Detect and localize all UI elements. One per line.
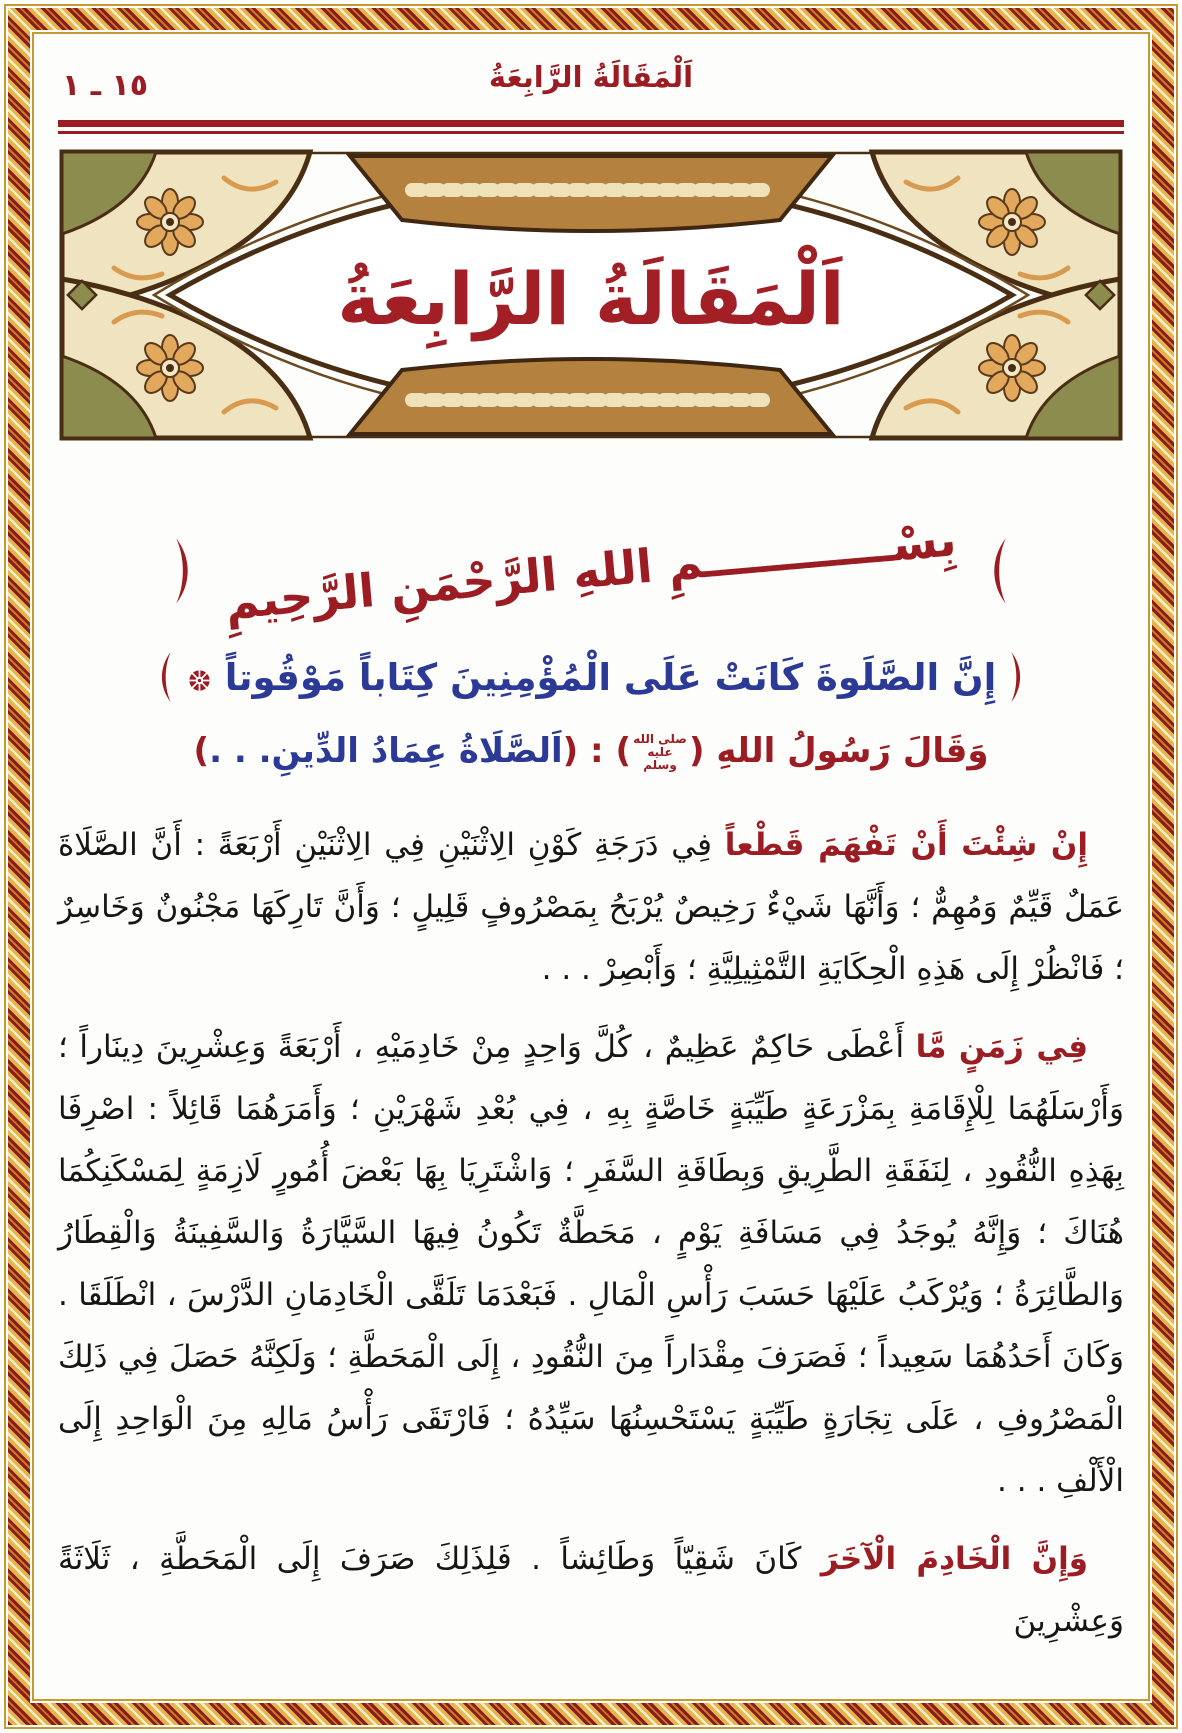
page-content <box>58 44 1124 1668</box>
paragraph-body: أَعْطَى حَاكِمٌ عَظِيمٌ ، كُلَّ وَاحِدٍ مِنْ خَادِمَيْهِ ، أَرْبَعَةً وَعِشْرِينَ دِينَاراً ؛ وَأَرْسَلَهُمَا لِلْإِقَامَةِ بِمَزْرَعَةٍ طَيِّبَةٍ خَاصَّةٍ بِهِ ، فِي بُعْدِ شَهْرَيْنِ ؛ وَأَمَرَهُمَا قَائِلاً : اصْرِفَا بِهَذِهِ النُّقُودِ ، لِنَفَقَةِ الطَّرِيقِ وَبِطَاقَةِ السَّفَرِ ؛ وَاشْتَرِيَا بِهَا بَعْضَ أُمُورٍ لَازِمَةٍ لِمَسْكَنِكُمَا هُنَاكَ ؛ وَإِنَّهُ يُوجَدُ فِي مَسَافَةِ يَوْمٍ ، مَحَطَّةٌ تَكُونُ فِيهَا السَّيَّارَةُ وَالسَّفِينَةُ وَالْقِطَارُ وَالطَّائِرَةُ ؛ وَيُرْكَبُ عَلَيْهَا حَسَبَ رَأْسِ الْمَالِ . فَبَعْدَمَا تَلَقَّى الْخَادِمَانِ الدَّرْسَ ، انْطَلَقَا . وَكَانَ أَحَدُهُمَا سَعِيداً ؛ فَصَرَفَ مِقْدَاراً مِنَ النُّقُودِ ، إِلَى الْمَحَطَّةِ ؛ وَلَكِنَّهُ حَصَلَ فِي ذَلِكَ الْمَصْرُوفِ ، عَلَى تِجَارَةٍ طَيِّبَةٍ يَسْتَحْسِنُهَا سَيِّدُهُ ؛ فَارْتَقَى رَأْسُ مَالِهِ مِنَ الْوَاحِدِ إِلَى الْأَلْفِ . . . <box>58 1029 1124 1499</box>
hadith-row <box>58 724 1124 778</box>
ornamental-headpiece <box>58 148 1124 442</box>
headpiece-wrap <box>58 148 1124 442</box>
hadith-intro: وَقَالَ رَسُولُ اللهِ <box>704 731 989 771</box>
hadith-quote-open-paren: ( <box>562 731 579 771</box>
paragraph-lead-red: إِنْ شِئْتَ أَنْ تَفْهَمَ قَطْعاً <box>724 827 1089 863</box>
hadith-colon: : <box>578 731 616 771</box>
body-text <box>58 814 1124 1652</box>
header-rule-thick <box>58 120 1124 127</box>
page-number: ١٥ ـ ١ <box>62 68 149 103</box>
header-rule-thin <box>58 131 1124 134</box>
paragraph-body: فِي دَرَجَةِ كَوْنِ الِاثْنَيْنِ فِي الِاثْنَيْنِ أَرْبَعَةً : أَنَّ الصَّلَاةَ عَمَلٌ قَيِّمٌ وَمُهِمٌّ ؛ وَأَنَّهَا شَيْءٌ رَخِيصٌ يُرْبَحُ بِمَصْرُوفٍ قَلِيلٍ ؛ وَأَنَّ تَارِكَهَا مَجْنُونٌ وَخَاسِرٌ ؛ فَانْظُرْ إِلَى هَذِهِ الْحِكَايَةِ التَّمْثِيلِيَّةِ ؛ وَأَبْصِرْ . . . <box>58 827 1124 987</box>
verse-end-rosette-icon <box>186 667 213 694</box>
quran-bracket-open-icon <box>1008 648 1028 706</box>
basmala-row <box>58 512 1124 630</box>
paragraph-lead-red: وَإِنَّ الْخَادِمَ الْآخَرَ <box>820 1541 1088 1577</box>
body-paragraph <box>58 1016 1124 1512</box>
headpiece-title: اَلْمَقَالَةُ الرَّابِعَةُ <box>337 257 845 341</box>
basmala-text: بِسْــــــــــــمِ اللهِ الرَّحْمَنِ الرَّحِيمِ <box>223 512 959 630</box>
prophet-honorific-seal: صلى الله عليه وسلم <box>633 731 687 773</box>
body-paragraph <box>58 1528 1124 1652</box>
basmala-ornament-left-icon <box>984 528 1010 614</box>
honorific-close-paren: ) <box>615 731 632 771</box>
page-header <box>58 44 1124 110</box>
honorific-open-paren: ( <box>689 731 705 771</box>
verse-row <box>58 648 1124 706</box>
paragraph-lead-red: فِي زَمَنٍ مَّا <box>915 1029 1088 1065</box>
basmala-ornament-right-icon <box>172 528 198 614</box>
verse-text: إِنَّ الصَّلَوةَ كَانَتْ عَلَى الْمُؤْمِنِينَ كِتَاباً مَوْقُوتاً <box>224 655 997 699</box>
hadith-quote: اَلصَّلَاةُ عِمَادُ الدِّينِ. . . <box>209 731 563 771</box>
quran-bracket-close-icon <box>154 648 174 706</box>
running-title: اَلْمَقَالَةُ الرَّابِعَةُ <box>488 60 694 94</box>
paragraph-body: كَانَ شَقِيّاً وَطَائِشاً . فَلِذَلِكَ صَرَفَ إِلَى الْمَحَطَّةِ ، ثَلَاثَةً وَعِشْرِينَ <box>58 1541 1124 1639</box>
hadith-quote-close-paren: ) <box>193 731 210 771</box>
body-paragraph <box>58 814 1124 1000</box>
